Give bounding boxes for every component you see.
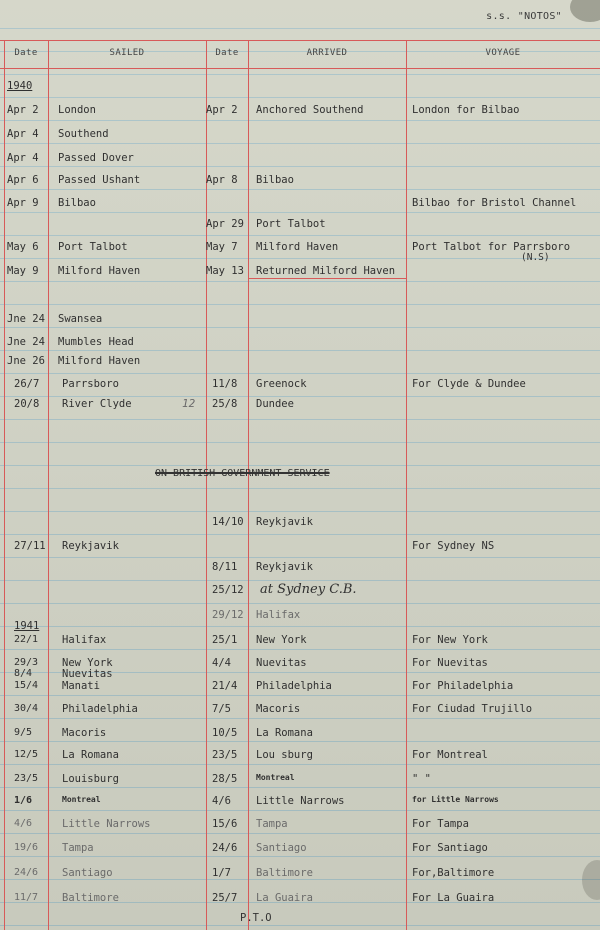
arrived-date: 7/5 [212,703,231,715]
arrived-date: 14/10 [212,516,244,528]
sailed-date: 9/5 [14,727,33,738]
sailed-port: Little Narrows [62,818,151,830]
arrived-date: May 7 [206,241,238,253]
column-rule [4,40,5,930]
column-rule [406,40,407,930]
sailed-port: River Clyde [62,398,132,410]
year-label: 1940 [7,80,33,92]
sailed-port: Swansea [58,313,103,325]
arrived-date: Apr 2 [206,104,238,116]
arrived-port: Reykjavik [256,561,313,573]
sailed-date: 24/6 [14,867,39,878]
sailed-date: 11/7 [14,892,39,903]
arrived-port: Dundee [256,398,294,410]
voyage-text: " " [412,773,431,785]
arrived-port: Tampa [256,818,288,830]
arrived-date: 25/8 [212,398,238,410]
sailed-port: London [58,104,96,116]
arrived-port: Port Talbot [256,218,326,230]
stain [582,860,600,900]
sailed-port: Passed Ushant [58,174,141,186]
voyage-text: Port Talbot for Parrsboro [412,241,571,253]
header-date-sailed: Date [14,48,38,58]
sailed-port: Nuevitas [62,668,113,680]
sailed-port: Parrsboro [62,378,119,390]
sailed-date: 19/6 [14,842,39,853]
sailed-port: Baltimore [62,892,119,904]
arrived-date: May 13 [206,265,244,277]
arrived-port: Bilbao [256,174,294,186]
sailed-date: 1/6 [14,795,33,806]
sailed-port: Philadelphia [62,703,138,715]
sailed-port: Passed Dover [58,152,134,164]
sailed-port: Halifax [62,634,107,646]
arrived-date: 10/5 [212,727,238,739]
arrived-date: Apr 8 [206,174,238,186]
sailed-port: Macoris [62,727,107,739]
sailed-port: Louisburg [62,773,119,785]
sailed-date: 27/11 [14,540,46,552]
arrived-port: Philadelphia [256,680,332,692]
voyage-text: for Little Narrows [412,795,499,804]
arrived-date: 4/4 [212,657,231,669]
sailed-date: May 9 [7,265,39,277]
sailed-port: Manati [62,680,100,692]
sailed-date: 4/6 [14,818,33,829]
column-rule [48,40,49,930]
sailed-date: 26/7 [14,378,40,390]
sailed-date: Apr 4 [7,128,39,140]
government-service-note: ON BRITISH GOVERNMENT SERVICE [155,468,330,479]
sailed-port: Reykjavik [62,540,119,552]
arrived-port: New York [256,634,307,646]
sailed-date: Jne 24 [7,313,45,325]
arrived-port: Returned Milford Haven [256,265,396,277]
voyage-subnote: (N.S) [521,252,550,263]
sailed-port: La Romana [62,749,119,761]
sailed-date: 15/4 [14,680,39,691]
voyage-text: For Santiago [412,842,488,854]
arrived-date: 15/6 [212,818,238,830]
arrived-port: Halifax [256,609,301,621]
arrived-port: La Guaira [256,892,313,904]
sailed-date: 23/5 [14,773,39,784]
header-top-rule [0,40,600,41]
header-sailed: SAILED [109,48,145,58]
voyage-text: For La Guaira [412,892,495,904]
sailed-date: Apr 9 [7,197,39,209]
header-voyage: VOYAGE [485,48,521,58]
arrived-divider [248,278,406,279]
voyage-text: For Sydney NS [412,540,495,552]
sailed-date: 29/3 [14,657,39,668]
arrived-date: 21/4 [212,680,238,692]
sailed-date: Jne 26 [7,355,45,367]
voyage-text: For,Baltimore [412,867,495,879]
sailed-port: Montreal [62,795,101,804]
arrived-date: 29/12 [212,609,244,621]
arrived-date: 24/6 [212,842,238,854]
arrived-date: 1/7 [212,867,231,879]
arrived-port: Baltimore [256,867,313,879]
arrived-port: Anchored Southend [256,104,364,116]
sailed-date: Apr 2 [7,104,39,116]
sailed-date: Apr 4 [7,152,39,164]
arrived-port: Greenock [256,378,307,390]
arrived-date: Apr 29 [206,218,244,230]
sailed-date: 20/8 [14,398,40,410]
arrived-port: Milford Haven [256,241,339,253]
arrived-date: 25/1 [212,634,238,646]
arrived-port: Nuevitas [256,657,307,669]
sailed-port: Milford Haven [58,265,141,277]
voyage-text: For Ciudad Trujillo [412,703,533,715]
sailed-date: May 6 [7,241,39,253]
voyage-text: For Clyde & Dundee [412,378,526,390]
voyage-text: For Nuevitas [412,657,488,669]
header-date-arrived: Date [215,48,239,58]
arrived-port: Little Narrows [256,795,345,807]
arrived-date: 25/7 [212,892,238,904]
sailed-date: Jne 24 [7,336,45,348]
sailed-date: Apr 6 [7,174,39,186]
please-turn-over: P.T.O [240,912,272,924]
arrived-port: Lou sburg [256,749,313,761]
voyage-text: London for Bilbao [412,104,520,116]
stain [570,0,600,22]
sailed-date: 8/4 [14,668,33,679]
arrived-date: 4/6 [212,795,231,807]
voyage-text: For Philadelphia [412,680,514,692]
arrived-port: Montreal [256,773,295,782]
ship-name: s.s. "NOTOS" [486,11,562,22]
arrived-date: 23/5 [212,749,238,761]
sailed-port: Mumbles Head [58,336,134,348]
sailed-date: 22/1 [14,634,39,645]
column-rule [248,40,249,930]
sailed-port: Santiago [62,867,113,879]
arrived-date: 8/11 [212,561,238,573]
sailed-date: 30/4 [14,703,39,714]
arrived-date: 11/8 [212,378,238,390]
voyage-text: For Montreal [412,749,488,761]
handwritten-entry: at Sydney C.B. [260,582,357,597]
arrived-port: Santiago [256,842,307,854]
arrived-port: Macoris [256,703,301,715]
voyage-text: Bilbao for Bristol Channel [412,197,577,209]
header-bottom-rule [0,68,600,69]
sailed-date: 12/5 [14,749,39,760]
year-label: 1941 [14,620,40,632]
arrived-port: La Romana [256,727,313,739]
sailed-port: Tampa [62,842,94,854]
sailed-port: New York [62,657,113,669]
sailed-port: Port Talbot [58,241,128,253]
sailed-port: Milford Haven [58,355,141,367]
sailed-port: Southend [58,128,109,140]
sailed-port: Bilbao [58,197,96,209]
pencil-margin-mark: 12 [182,397,196,410]
arrived-date: 25/12 [212,584,244,596]
arrived-date: 28/5 [212,773,238,785]
voyage-text: For New York [412,634,488,646]
arrived-port: Reykjavik [256,516,313,528]
voyage-text: For Tampa [412,818,469,830]
header-arrived: ARRIVED [306,48,348,58]
